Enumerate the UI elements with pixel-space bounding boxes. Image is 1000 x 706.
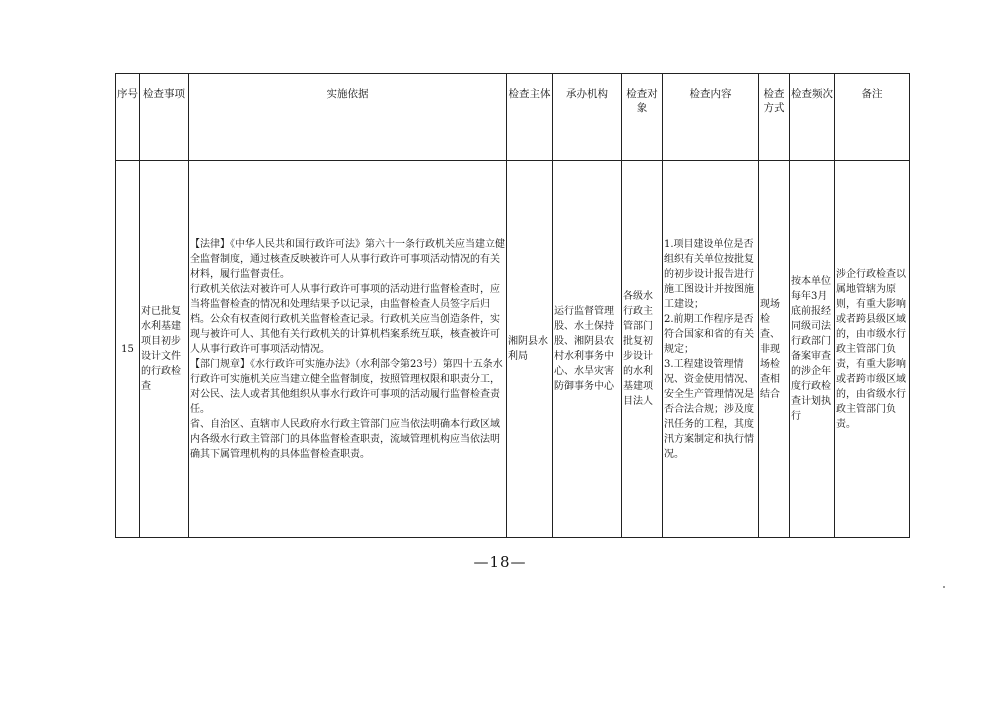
table-row [116,161,910,538]
header-frequency: 检查频次 [790,74,835,161]
header-method: 检查方式 [759,74,790,161]
header-target: 检查对象 [622,74,663,161]
cell-content [663,161,759,538]
cell-item: 对已批复水利基建项目初步设计文件的行政检查 [140,161,189,538]
cell-remark: 涉企行政检查以属地管辖为原则，有重大影响或者跨县级区域的，由市级水行政主管部门负责，有重大影响或者跨市级区域的，由省级水行政主管部门负责。 [835,161,910,538]
content-item-1: 1.项目建设单位是否组织有关单位按批复的初步设计报告进行施工图设计并按图施工建设； [664,238,754,310]
header-org: 承办机构 [553,74,622,161]
page-number: —18— [473,553,527,571]
content-item-2: 2.前期工作程序是否符合国家和省的有关规定； [664,313,754,355]
basis-paragraph-2: 行政机关依法对被许可人从事行政许可事项的活动进行监督检查时，应当将监督检查的情况和处理结果予以记录，由监督检查人员签字后归档。公众有权查阅行政机关监督检查记录。行政机关应当创造条件，实现与被许可人、其他有关行政机关的计算机档案系统互联，核查被许可人从事行政许可事项活动情况。 [190,283,500,355]
basis-paragraph-4: 省、自治区、直辖市人民政府水行政主管部门应当依法明确本行政区域内各级水行政主管部门的具体监督检查职责，流域管理机构应当依法明确其下属管理机构的具体监督检查职责。 [190,418,500,460]
header-remark: 备注 [835,74,910,161]
table-header-row [116,74,910,161]
cell-method: 现场检查、非现场检查相结合 [759,161,790,538]
cell-no: 15 [116,161,140,538]
cell-org: 运行监督管理股、水土保持股、湘阴县农村水利事务中心、水旱灾害防御事务中心 [553,161,622,538]
content-item-3: 3.工程建设管理情况、资金使用情况、安全生产管理情况是否合法合规；涉及度汛任务的工程，其度汛方案制定和执行情况。 [664,358,754,460]
basis-paragraph-1: 【法律】《中华人民共和国行政许可法》第六十一条行政机关应当建立健全监督制度，通过核查反映被许可人从事行政许可事项活动情况的有关材料，履行监督责任。 [190,238,505,280]
cell-subject: 湘阴县水利局 [507,161,553,538]
header-item: 检查事项 [140,74,189,161]
header-no: 序号 [116,74,140,161]
cell-frequency: 按本单位每年3月底前报经同级司法行政部门备案审查的涉企年度行政检查计划执行 [790,161,835,538]
cell-target: 各级水行政主管部门批复初步设计的水利基建项目法人 [622,161,663,538]
header-basis: 实施依据 [189,74,507,161]
header-subject: 检查主体 [507,74,553,161]
inspection-table [115,73,910,538]
cell-basis [189,161,507,538]
header-content: 检查内容 [663,74,759,161]
scan-speck [943,586,945,588]
basis-paragraph-3: 【部门规章】《水行政许可实施办法》（水利部令第23号）第四十五条水行政许可实施机关应当建立健全监督制度，按照管理权限和职责分工，对公民、法人或者其他组织从事水行政许可事项的活动履行监督检查责任。 [190,358,503,415]
